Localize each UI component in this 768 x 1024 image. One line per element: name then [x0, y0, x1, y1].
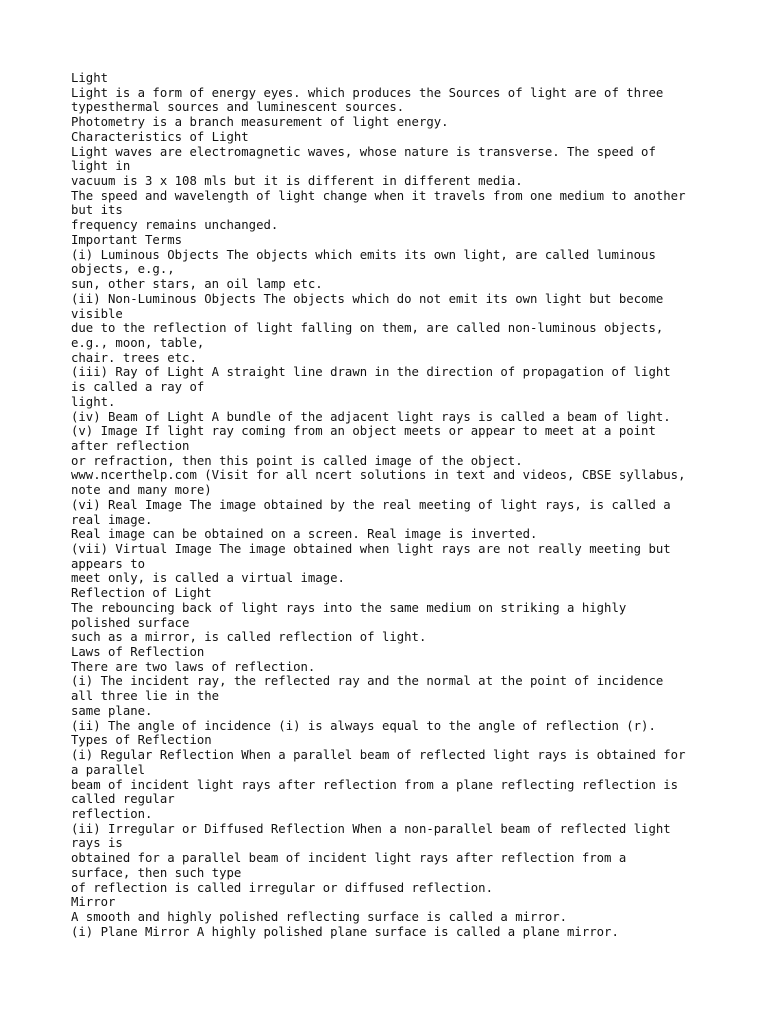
text-line: (vii) Virtual Image The image obtained when light rays are not really meeting but: [71, 542, 671, 556]
text-line: (i) The incident ray, the reflected ray and the normal at the point of incidence: [71, 674, 664, 689]
text-line: (ii) Non-Luminous Objects The objects which do not emit its own light but become: [71, 291, 664, 306]
text-line: (i) Plane Mirror A highly polished plane surface is called a plane mirror.: [71, 924, 619, 939]
text-line: vacuum is 3 x 108 mls but it is different in different media.: [71, 174, 523, 189]
text-line: Types of Reflection: [71, 733, 212, 748]
text-line: (iii) Ray of Light A straight line drawn in the direction of propagation of light: [71, 365, 671, 380]
text-line: all three lie in the: [71, 689, 220, 704]
document-text: [71, 71, 711, 939]
text-line: Light is a form of energy eyes. which produces the Sources of light are of three: [71, 85, 664, 100]
text-line: surface, then such type: [71, 865, 242, 880]
text-line: Real image can be obtained on a screen. Real image is inverted.: [71, 527, 538, 542]
text-line: rays is: [71, 836, 123, 851]
text-line: (ii) Irregular or Diffused Reflection When a non-parallel beam of reflected light: [71, 821, 671, 836]
text-line: but its: [71, 203, 123, 218]
text-line: Light waves are electromagnetic waves, whose nature is transverse. The speed of: [71, 144, 656, 159]
text-line: meet only, is called a virtual image.: [71, 571, 345, 586]
text-line: reflection.: [71, 806, 153, 821]
text-line: visible: [71, 306, 123, 321]
text-line: is called a ray of: [71, 380, 205, 395]
text-line: Mirror: [71, 895, 116, 910]
text-line: Light: [71, 71, 109, 85]
text-line: typesthermal sources and luminescent sources.: [71, 100, 405, 115]
text-line: beam of incident light rays after reflection from a plane reflecting reflection is: [71, 777, 679, 792]
text-line: Characteristics of Light: [71, 129, 249, 144]
text-line: objects, e.g.,: [71, 262, 175, 277]
text-line: of reflection is called irregular or diffused reflection.: [71, 880, 493, 895]
text-line: (iv) Beam of Light A bundle of the adjacent light rays is called a beam of light.: [71, 409, 671, 424]
text-line: real image.: [71, 512, 153, 527]
text-line: a parallel: [71, 762, 146, 777]
text-line: e.g., moon, table,: [71, 335, 205, 350]
text-line: same plane.: [71, 703, 153, 718]
text-line: Important Terms: [71, 232, 183, 247]
text-line: (vi) Real Image The image obtained by the real meeting of light rays, is called a: [71, 497, 671, 512]
text-line: chair. trees etc.: [71, 350, 197, 365]
text-line: or refraction, then this point is called image of the object.: [71, 453, 523, 468]
text-line: appears to: [71, 556, 146, 571]
text-line: (i) Regular Reflection When a parallel beam of reflected light rays is obtained for: [71, 748, 686, 763]
text-line: Laws of Reflection: [71, 645, 205, 660]
text-line: light in: [71, 159, 131, 174]
text-line: (v) Image If light ray coming from an object meets or appear to meet at a point: [71, 424, 656, 439]
text-line: The speed and wavelength of light change when it travels from one medium to another: [71, 188, 686, 203]
text-line: light.: [71, 394, 116, 409]
text-line: called regular: [71, 792, 175, 807]
text-line: polished surface: [71, 615, 190, 630]
text-line: (ii) The angle of incidence (i) is always equal to the angle of reflection (r).: [71, 718, 656, 733]
text-line: Reflection of Light: [71, 586, 212, 601]
text-line: Photometry is a branch measurement of light energy.: [71, 115, 449, 130]
text-line: such as a mirror, is called reflection of light.: [71, 630, 427, 645]
text-line: www.ncerthelp.com (Visit for all ncert solutions in text and videos, CBSE syllabus,: [71, 468, 686, 483]
text-line: (i) Luminous Objects The objects which emits its own light, are called luminous: [71, 247, 656, 262]
text-line: The rebouncing back of light rays into the same medium on striking a highly: [71, 600, 627, 615]
text-line: obtained for a parallel beam of incident light rays after reflection from a: [71, 851, 627, 866]
text-line: There are two laws of reflection.: [71, 659, 316, 674]
text-line: A smooth and highly polished reflecting surface is called a mirror.: [71, 909, 568, 924]
text-line: after reflection: [71, 438, 190, 453]
text-line: sun, other stars, an oil lamp etc.: [71, 277, 323, 292]
text-line: frequency remains unchanged.: [71, 218, 279, 233]
text-line: due to the reflection of light falling on them, are called non-luminous objects,: [71, 321, 664, 336]
text-line: note and many more): [71, 483, 212, 498]
